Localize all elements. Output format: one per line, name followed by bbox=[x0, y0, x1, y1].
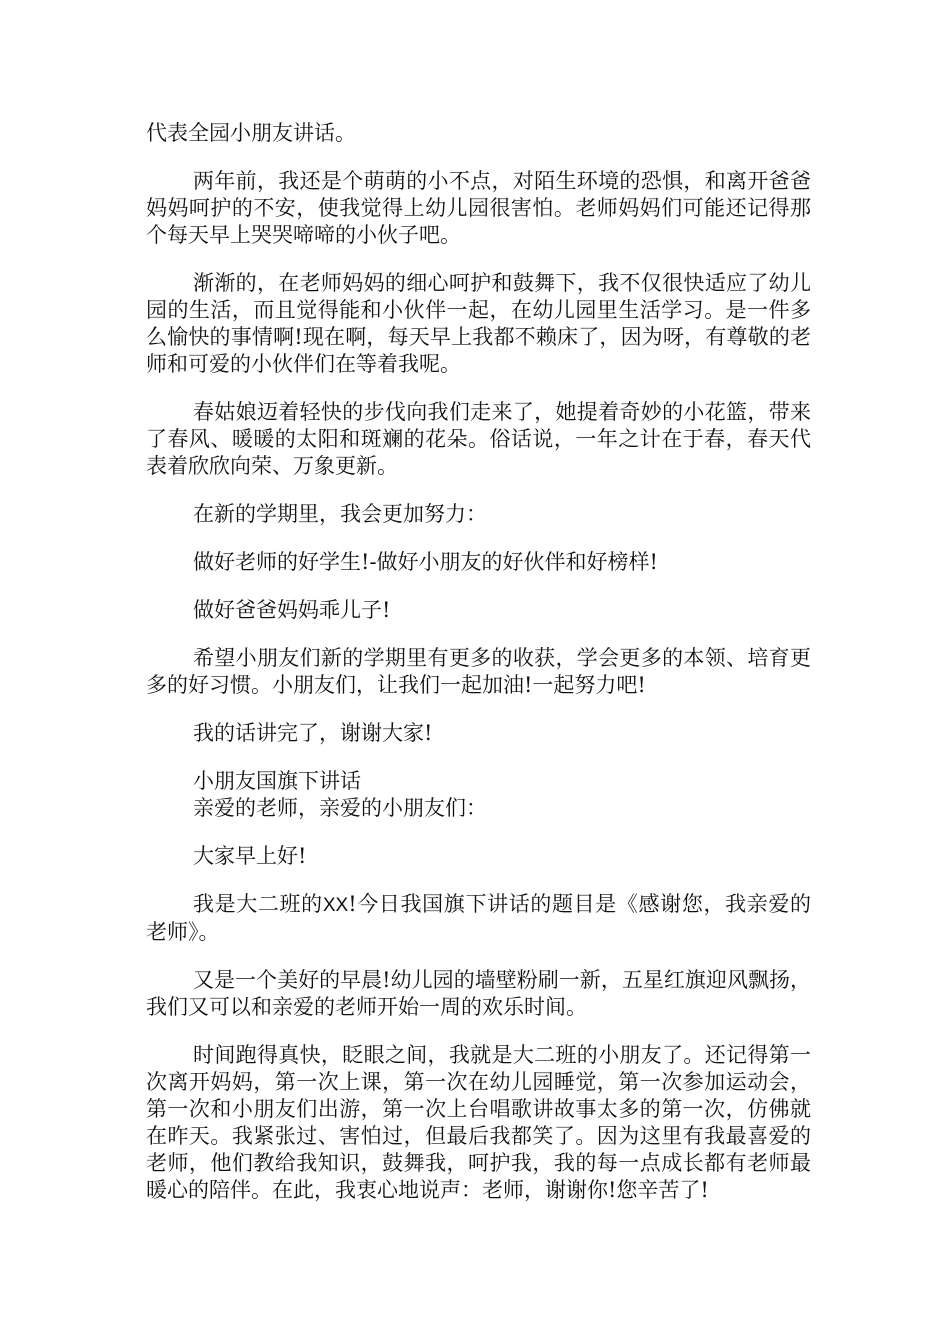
name-placeholder: XX bbox=[322, 895, 349, 916]
document-body bbox=[146, 120, 811, 1225]
paragraph: 春姑娘迈着轻快的步伐向我们走来了，她提着奇妙的小花篮，带来了春风、暖暖的太阳和斑斓的花朵。俗话说，一年之计在于春，春天代表着欣欣向荣、万象更新。 bbox=[146, 400, 811, 478]
greeting: 大家早上好! bbox=[193, 844, 307, 868]
paragraph: 希望小朋友们新的学期里有更多的收获，学会更多的本领、培育更多的好习惯。小朋友们，让我们一起加油!一起努力吧! bbox=[146, 646, 811, 697]
speech-title: 小朋友国旗下讲话 bbox=[193, 769, 361, 793]
paragraph: 做好爸爸妈妈乖儿子! bbox=[193, 598, 391, 622]
paragraph: 时间跑得真快，眨眼之间，我就是大二班的小朋友了。还记得第一次离开妈妈，第一次上课，第一次在幼儿园睡觉，第一次参加运动会，第一次和小朋友们出游，第一次上台唱歌讲故事太多的第一次，仿佛就在昨天。我紧张过、害怕过，但最后我都笑了。因为这里有我最喜爱的老师，他们教给我知识，鼓舞我，呵护我，我的每一点成长都有老师最暖心的陪伴。在此，我衷心地说声：老师，谢谢你!您辛苦了! bbox=[146, 1043, 811, 1202]
paragraph: 我的话讲完了，谢谢大家! bbox=[193, 721, 433, 745]
paragraph: 在新的学期里，我会更加努力： bbox=[193, 502, 487, 526]
paragraph: 两年前，我还是个萌萌的小不点，对陌生环境的恐惧，和离开爸爸妈妈呵护的不安，使我觉得上幼儿园很害怕。老师妈妈们可能还记得那个每天早上哭哭啼啼的小伙子吧。 bbox=[146, 169, 811, 247]
paragraph: 做好老师的好学生!-做好小朋友的好伙伴和好榜样! bbox=[193, 550, 658, 574]
salutation: 亲爱的老师，亲爱的小朋友们： bbox=[193, 796, 487, 820]
paragraph bbox=[146, 891, 811, 946]
paragraph: 渐渐的，在老师妈妈的细心呵护和鼓舞下，我不仅很快适应了幼儿园的生活，而且觉得能和小伙伴一起，在幼儿园里生活学习。是一件多么愉快的事情啊!现在啊，每天早上我都不赖床了，因为呀，有尊敬的老师和可爱的小伙伴们在等着我呢。 bbox=[146, 271, 811, 376]
paragraph: 代表全园小朋友讲话。 bbox=[146, 121, 356, 145]
paragraph: 又是一个美好的早晨!幼儿园的墙壁粉刷一新，五星红旗迎风飘扬，我们又可以和亲爱的老师开始一周的欢乐时间。 bbox=[146, 968, 811, 1019]
paragraph-text: 我是大二班的 bbox=[193, 892, 323, 916]
paragraph-text: !今日我国旗下讲话的题目是《感谢您，我亲爱的老师》。 bbox=[146, 892, 812, 944]
